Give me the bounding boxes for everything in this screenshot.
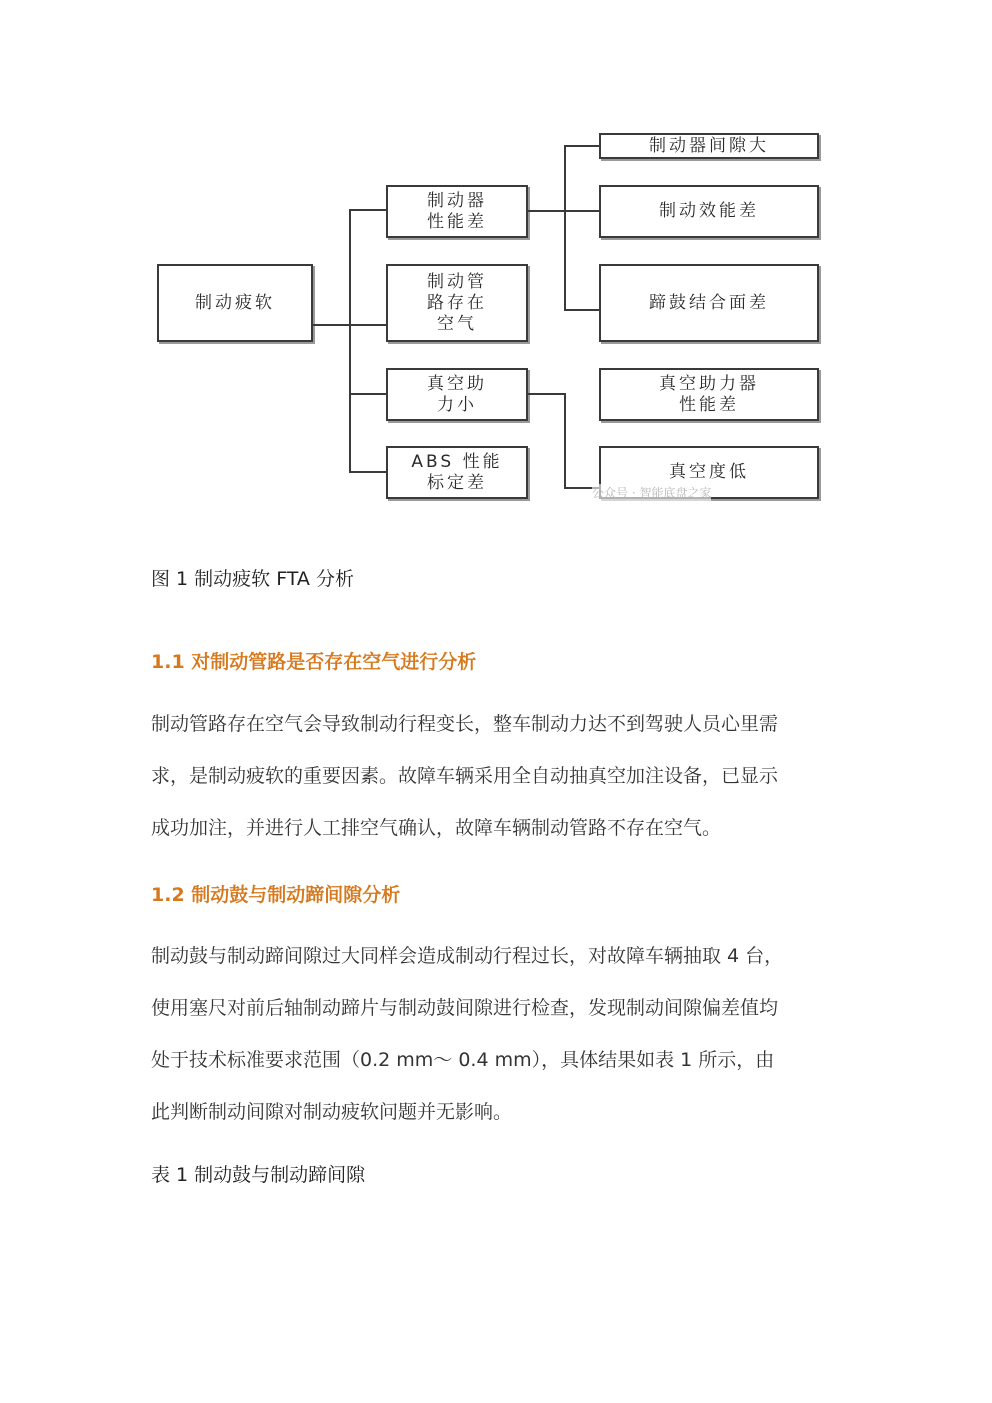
fta-connector: [564, 145, 600, 147]
paragraph-line: 此判断制动间隙对制动疲软问题并无影响。: [151, 1101, 513, 1123]
fta-node-brake-performance: 制动器 性能差: [386, 185, 528, 238]
paragraph-line: 处于技术标准要求范围（0.2 mm～ 0.4 mm），具体结果如表 1 所示，由: [151, 1049, 775, 1071]
paragraph-line: 制动管路存在空气会导致制动行程变长，整车制动力达不到驾驶人员心里需: [151, 713, 779, 735]
section-paragraph: [151, 698, 851, 854]
paragraph-line: 求，是制动疲软的重要因素。故障车辆采用全自动抽真空加注设备，已显示: [151, 765, 779, 787]
section-paragraph: [151, 930, 851, 1138]
fta-node-vacuum-assist: 真空助 力小: [386, 368, 528, 421]
fta-connector: [564, 393, 566, 489]
fta-node-booster-performance: 真空助力器 性能差: [599, 368, 819, 421]
fta-connector: [564, 309, 600, 311]
section-heading: 1.1 对制动管路是否存在空气进行分析: [151, 651, 477, 673]
paragraph-line: 使用塞尺对前后轴制动蹄片与制动鼓间隙进行检查，发现制动间隙偏差值均: [151, 997, 779, 1019]
table-caption: 表 1 制动鼓与制动蹄间隙: [151, 1164, 366, 1186]
fta-node-low-vacuum: 真空度低: [599, 446, 819, 499]
fta-connector: [349, 324, 387, 326]
fta-connector: [349, 471, 387, 473]
fta-connector: [528, 210, 566, 212]
fta-root-node: 制动疲软: [157, 264, 313, 342]
fta-node-brake-clearance: 制动器间隙大: [599, 133, 819, 159]
fta-node-brake-efficiency: 制动效能差: [599, 185, 819, 238]
fta-connector: [564, 210, 600, 212]
watermark: 公众号 · 智能底盘之家: [592, 486, 712, 500]
fta-node-abs-calibration: ABS 性能 标定差: [386, 446, 528, 499]
paragraph-line: 成功加注，并进行人工排空气确认，故障车辆制动管路不存在空气。: [151, 817, 722, 839]
figure-caption: 图 1 制动疲软 FTA 分析: [151, 568, 354, 590]
paragraph-line: 制动鼓与制动蹄间隙过大同样会造成制动行程过长，对故障车辆抽取 4 台，: [151, 945, 784, 967]
fta-connector: [313, 324, 351, 326]
fta-diagram: [0, 0, 992, 520]
fta-node-air-in-lines: 制动管 路存在 空气: [386, 264, 528, 342]
section-heading: 1.2 制动鼓与制动蹄间隙分析: [151, 884, 401, 906]
fta-connector: [349, 209, 351, 473]
fta-connector: [528, 393, 566, 395]
fta-connector: [564, 145, 566, 311]
fta-node-shoe-drum-contact: 蹄鼓结合面差: [599, 264, 819, 342]
fta-connector: [349, 209, 387, 211]
fta-connector: [349, 393, 387, 395]
